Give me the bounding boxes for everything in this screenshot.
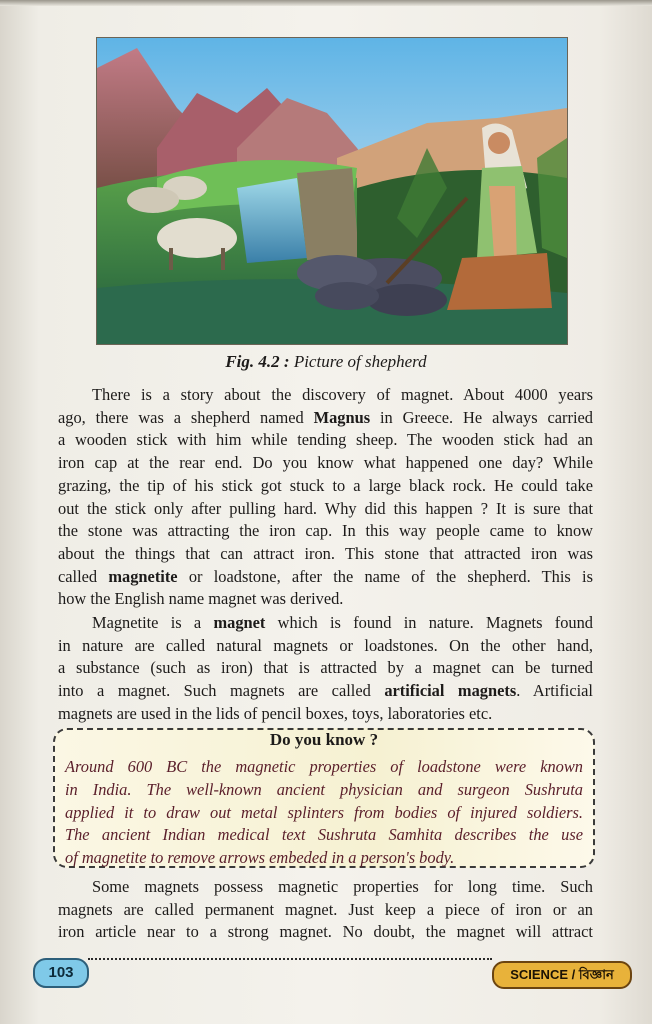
text-line: iron article near to a strong magnet. No doubt, the magnet will attract bbox=[58, 922, 593, 942]
page-top-edge bbox=[0, 0, 652, 6]
text-line: of magnetite to remove arrows embeded in a person's body. bbox=[65, 848, 455, 868]
bold-term: artificial magnets bbox=[384, 681, 517, 701]
figure-caption-label: Fig. 4.2 : bbox=[225, 352, 290, 371]
text-line: iron cap at the rear end. Do you know what happened one day? While bbox=[58, 453, 593, 473]
figure-caption-text: Picture of shepherd bbox=[293, 352, 427, 371]
footer-dotted-rule bbox=[88, 958, 492, 960]
text-line: into a magnet. Such magnets are called artificial magnets. Artificial bbox=[58, 681, 593, 701]
subject-badge: SCIENCE / বিজ্ঞান bbox=[492, 961, 632, 989]
did-you-know-text bbox=[65, 756, 583, 870]
text-line: a wooden stick with him while tending sheep. The wooden stick had an bbox=[58, 430, 593, 450]
text-line: Magnetite is a magnet which is found in nature. Magnets found bbox=[92, 613, 594, 632]
text-line: Around 600 BC the magnetic properties of loadstone were known bbox=[65, 757, 583, 776]
text-line: out the stick only after pulling hard. Why did this happen ? It is sure that bbox=[58, 498, 593, 518]
did-you-know-title: Do you know ? bbox=[269, 730, 379, 749]
text-line: magnets are called permanent magnet. Just keep a piece of iron or an bbox=[58, 899, 593, 919]
text-line: about the things that can attract iron. This stone that attracted iron was bbox=[58, 543, 593, 563]
text-line: in India. The well-known ancient physician and surgeon Sushruta bbox=[65, 779, 583, 799]
did-you-know-box bbox=[53, 728, 595, 868]
text-line: a substance (such as iron) that is attracted by a magnet can be turned bbox=[58, 658, 593, 678]
text-line: how the English name magnet was derived. bbox=[58, 589, 344, 609]
page-number-badge: 103 bbox=[33, 958, 89, 988]
paragraph-magnet-story bbox=[58, 384, 593, 611]
text-line: magnets are used in the lids of pencil boxes, toys, laboratories etc. bbox=[58, 703, 493, 723]
text-line: Some magnets possess magnetic properties for long time. Such bbox=[92, 877, 593, 896]
paragraph-natural-magnets bbox=[58, 612, 593, 726]
text-line: the stone was attracting the iron cap. In this way people came to know bbox=[58, 521, 593, 541]
bold-term: magnet bbox=[213, 613, 266, 632]
text-line: in nature are called natural magnets or loadstones. On the other hand, bbox=[58, 635, 593, 655]
text-line: There is a story about the discovery of magnet. About 4000 years bbox=[92, 385, 593, 404]
bold-term: magnetite bbox=[108, 566, 178, 586]
text-line: ago, there was a shepherd named Magnus in Greece. He always carried bbox=[58, 407, 593, 427]
text-line: applied it to draw out metal splinters from bodies of injured soldiers. bbox=[65, 802, 583, 822]
shepherd-illustration bbox=[96, 37, 568, 345]
figure-caption bbox=[0, 352, 652, 372]
paragraph-permanent-magnets bbox=[58, 876, 593, 944]
bold-term: Magnus bbox=[313, 407, 371, 427]
text-line: The ancient Indian medical text Sushruta Samhita describes the use bbox=[65, 825, 583, 845]
text-line: called magnetite or loadstone, after the name of the shepherd. This is bbox=[58, 566, 593, 586]
text-line: grazing, the tip of his stick got stuck to a large black rock. He could take bbox=[58, 475, 593, 495]
